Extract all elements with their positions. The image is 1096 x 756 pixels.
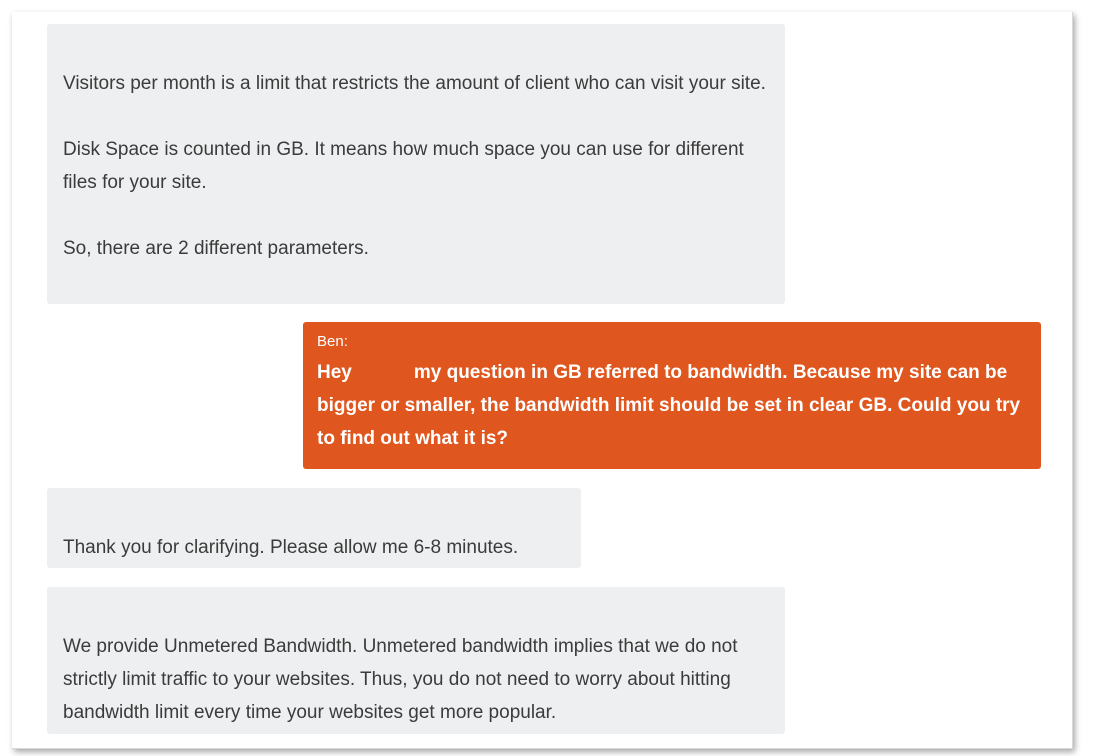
message-text-rest: my question in GB referred to bandwidth. Because my site can be bigger or smaller, the bandwidth limit should be set in clear GB. Could you try to find out what it is?: [317, 362, 1021, 449]
message-text-start: Hey: [317, 362, 352, 383]
agent-name-placeholder: [63, 34, 769, 67]
message-paragraph: So, there are 2 different parameters.: [63, 238, 369, 259]
user-message: [303, 322, 1041, 469]
message-paragraph: Visitors per month is a limit that restricts the amount of client who can visit your site.: [63, 73, 766, 94]
message-paragraph: Thank you for clarifying. Please allow me 6-8 minutes.: [63, 537, 519, 558]
message-paragraph: We provide Unmetered Bandwidth. Unmetered bandwidth implies that we do not strictly limit traffic to your websites. Thus, you do not need to worry about hitting bandwidth limit every time your websites get more popular.: [63, 636, 743, 723]
message-paragraph: Disk Space is counted in GB. It means how much space you can use for different files for your site.: [63, 139, 750, 193]
agent-message: [47, 24, 785, 304]
agent-message: [47, 587, 785, 734]
agent-name-placeholder: [63, 597, 769, 630]
agent-name-placeholder: [63, 498, 565, 531]
sender-name: Ben:: [317, 333, 348, 350]
message-text: [317, 356, 1025, 455]
chat-transcript: [12, 12, 1073, 749]
agent-message: [47, 488, 581, 568]
